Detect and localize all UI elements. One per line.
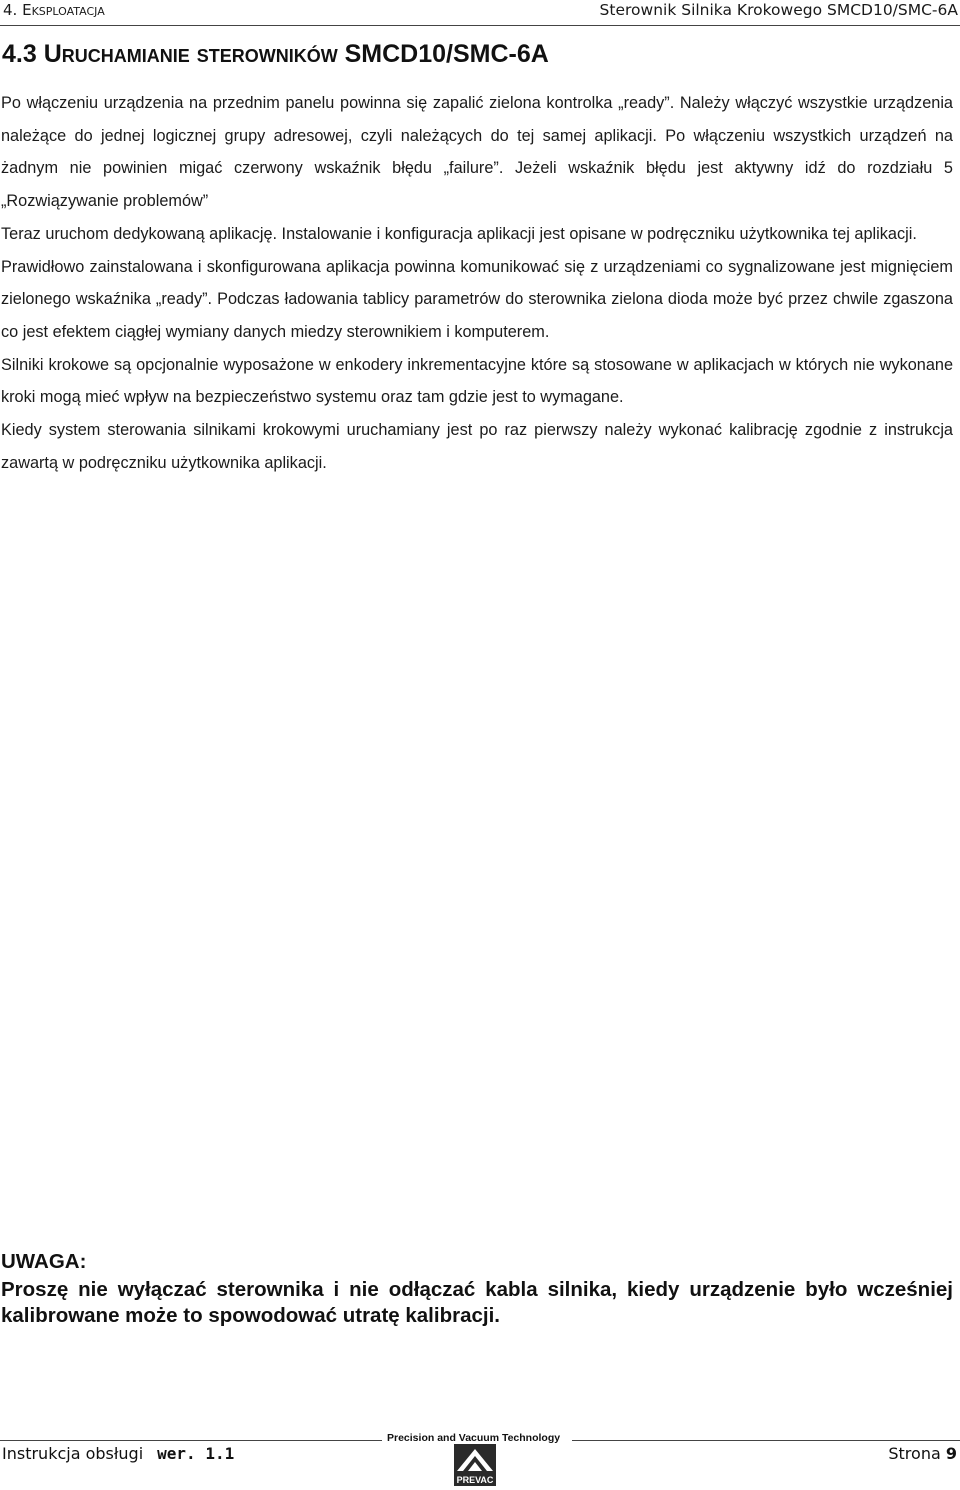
- manual-label: Instrukcja obsługi: [2, 1444, 144, 1463]
- body-text: [1, 87, 953, 479]
- brand-tagline: Precision and Vacuum Technology: [387, 1432, 561, 1444]
- page-footer: [0, 1426, 960, 1490]
- page-number: 9: [945, 1444, 957, 1463]
- paragraph: Prawidłowo zainstalowana i skonfigurowana aplikacja powinna komunikować się z urządzeniami co sygnalizowane jest mignięciem zielonego wskaźnika „ready”. Podczas ładowania tablicy parametrów do sterownika zielona dioda może być przez chwile zgaszona co jest efektem ciągłej wymiany danych miedzy sterownikiem i komputerem.: [1, 257, 953, 341]
- page-number-block: [888, 1444, 957, 1463]
- chapter-number: 4.: [3, 1, 18, 19]
- section-title: 4.3 Uruchamianie sterowników SMCD10/SMC-6A: [2, 40, 549, 68]
- warning-title: UWAGA:: [1, 1250, 87, 1273]
- paragraph: Kiedy system sterowania silnikami krokowymi uruchamiany jest po raz pierwszy należy wykonać kalibrację zgodnie z instrukcja zawartą w podręczniku użytkownika aplikacji.: [1, 421, 953, 472]
- warning-block: [1, 1249, 953, 1329]
- footer-divider: [572, 1440, 960, 1441]
- paragraph: Teraz uruchom dedykowaną aplikację. Instalowanie i konfiguracja aplikacji jest opisane w podręczniku użytkownika tej aplikacji.: [1, 224, 917, 243]
- version-label: wer. 1.1: [157, 1444, 235, 1463]
- page-header: [0, 0, 960, 26]
- page-label: Strona: [888, 1444, 941, 1463]
- paragraph: Silniki krokowe są opcjonalnie wyposażone w enkodery inkrementacyjne które są stosowane w aplikacjach w których nie wykonane kroki mogą mieć wpływ na bezpieczeństwo systemu oraz tam gdzie jest to wymagane.: [1, 355, 953, 407]
- document-title: Sterownik Silnika Krokowego SMCD10/SMC-6A: [599, 1, 958, 19]
- footer-divider: [0, 1440, 382, 1441]
- prevac-logo: [451, 1443, 499, 1487]
- paragraph: Po włączeniu urządzenia na przednim panelu powinna się zapalić zielona kontrolka „ready”. Należy włączyć wszystkie urządzenia należące do jednej logicznej grupy adresowej, czyli należących do tej samej aplikacji. Po włączeniu wszystkich urządzeń na żadnym nie powinien migać czerwony wskaźnik błędu „failure”. Jeżeli wskaźnik błędu jest aktywny idź do rozdziału 5 „Rozwiązywanie problemów”: [1, 94, 953, 211]
- chapter-title: Eksploatacja: [22, 1, 105, 19]
- warning-text: Proszę nie wyłączać sterownika i nie odłączać kabla silnika, kiedy urządzenie było wcześniej kalibrowane może to spowodować utratę kalibracji.: [1, 1278, 953, 1327]
- logo-text: PREVAC: [456, 1475, 494, 1485]
- chapter-heading: [3, 1, 105, 19]
- manual-version: [2, 1444, 234, 1463]
